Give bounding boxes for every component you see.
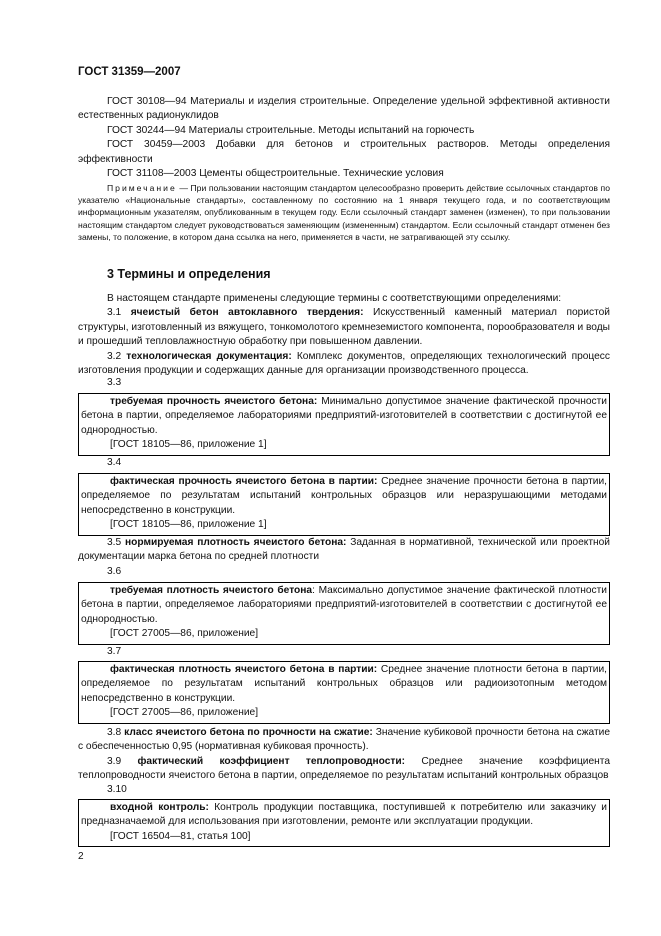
term-3-9: 3.9 фактический коэффициент теплопроводности: Среднее значение коэффициента теплопроводности ячеистого бетона в партии, определяемое по результатам испытаний контрольных образцов xyxy=(78,755,610,782)
reference: [ГОСТ 27005—86, приложение] xyxy=(110,628,259,640)
term-3-2: 3.2 технологическая документация: Комплекс документов, определяющих технологический процесс изготовления продукции и содержащих данные для организации производственного процесса. xyxy=(78,350,610,377)
term-number: 3.7 xyxy=(107,646,122,657)
term-name: требуемая плотность ячеистого бетона xyxy=(110,585,313,596)
reference: [ГОСТ 18105—86, приложение 1] xyxy=(110,519,267,531)
term-name: входной контроль: xyxy=(110,802,209,813)
term-number: 3.6 xyxy=(107,566,122,577)
document-header: ГОСТ 31359—2007 xyxy=(78,66,181,78)
term-box-3-3: требуемая прочность ячеистого бетона: Минимально допустимое значение фактической прочности бетона в партии, определяемое лабораториями предприятий-изготовителей в соответствии с достигнутой ее однородностью. [ГОСТ 18105—86, приложение 1] xyxy=(78,393,610,456)
page-number: 2 xyxy=(78,851,84,862)
term-name: ячеистый бетон автоклавного твердения: xyxy=(130,307,364,319)
section-title: 3 Термины и определения xyxy=(107,267,271,281)
term-name: требуемая прочность ячеистого бетона: xyxy=(110,396,318,407)
terms-3-8-3-9 xyxy=(78,726,610,784)
term-number: 3.10 xyxy=(107,784,127,795)
standard-item: ГОСТ 30244—94 Материалы строительные. Методы испытаний на горючесть xyxy=(107,124,475,136)
term-box-3-7: фактическая плотность ячеистого бетона в партии: Среднее значение плотности бетона в партии, определяемое по результатам испытаний контрольных образцов или радиоизотопным методом непосредственно в конструкции. [ГОСТ 27005—86, приложение] xyxy=(78,661,610,724)
reference: [ГОСТ 16504—81, статья 100] xyxy=(110,830,251,842)
standard-item: ГОСТ 31108—2003 Цементы общестроительные. Технические условия xyxy=(107,168,444,180)
note-text: — При пользовании настоящим стандартом целесообразно проверить действие ссылочных стандартов по указателю «Национальные стандарты», составленному по состоянию на 1 января текущего года, и по соответствующим информационным указателям, опубликованным в текущем году. Если ссылочный стандарт заменен (изменен), то при пользовании настоящим стандартом следует руководствоваться заменяющим (измененным) стандартом. Если ссылочный стандарт отменен без замены, то положение, в котором дана ссылка на него, применяется в части, не затрагивающей эту ссылку. xyxy=(78,183,610,242)
term-3-5: 3.5 нормируемая плотность ячеистого бетона: Заданная в нормативной, технической или проектной документации марка бетона по средней плотности xyxy=(78,537,610,563)
standard-item: ГОСТ 30108—94 Материалы и изделия строительные. Определение удельной эффективной активности естественных радионуклидов xyxy=(78,96,610,122)
term-name: технологическая документация: xyxy=(126,350,292,362)
term-name: фактическая прочность ячеистого бетона в партии: xyxy=(110,476,378,487)
term-3-8: 3.8 класс ячеистого бетона по прочности на сжатие: Значение кубиковой прочности бетона на сжатие с обеспеченностью 0,95 (нормативная кубиковая прочность). xyxy=(78,727,610,753)
term-number: 3.3 xyxy=(107,377,122,388)
standards-list xyxy=(78,95,610,181)
term-name: фактический коэффициент теплопроводности: xyxy=(137,755,406,767)
standard-item: ГОСТ 30459—2003 Добавки для бетонов и строительных растворов. Методы определения эффективности xyxy=(78,139,610,165)
intro-text: В настоящем стандарте применены следующие термины с соответствующими определениями: xyxy=(107,293,562,304)
reference: [ГОСТ 18105—86, приложение 1] xyxy=(110,439,267,451)
term-name: класс ячеистого бетона по прочности на сжатие: xyxy=(124,727,373,738)
term-name: нормируемая плотность ячеистого бетона: xyxy=(124,537,347,548)
term-box-3-4: фактическая прочность ячеистого бетона в партии: Среднее значение прочности бетона в партии, определяемое по результатам испытаний контрольных образцов или неразрушающими методами непосредственно в конструкции. [ГОСТ 18105—86, приложение 1] xyxy=(78,473,610,536)
term-box-3-10: входной контроль: Контроль продукции поставщика, поступившей к потребителю или заказчику и предназначаемой для использования при изготовлении, ремонте или эксплуатации продукции. [ГОСТ 16504—81, статья 100] xyxy=(78,799,610,847)
term-name: фактическая плотность ячеистого бетона в партии: xyxy=(110,664,378,675)
terms-intro-block xyxy=(78,292,610,378)
reference: [ГОСТ 27005—86, приложение] xyxy=(110,707,259,719)
term-3-1: 3.1 ячеистый бетон автоклавного твердения: Искусственный каменный материал пористой структуры, изготовленный из вяжущего, тонкомолотого кремнеземистого компонента, порообразователя и воды и прошедший тепловлажностную обработку при повышенном давлении. xyxy=(78,307,611,348)
term-number: 3.4 xyxy=(107,457,122,468)
term-box-3-6: требуемая плотность ячеистого бетона: Максимально допустимое значение фактической плотности бетона в партии, определяемое лабораториями предприятий-изготовителей в соответствии с достигнутой ее однородностью. [ГОСТ 27005—86, приложение] xyxy=(78,582,610,645)
note-label: Примечание xyxy=(107,183,177,193)
note xyxy=(78,182,610,243)
